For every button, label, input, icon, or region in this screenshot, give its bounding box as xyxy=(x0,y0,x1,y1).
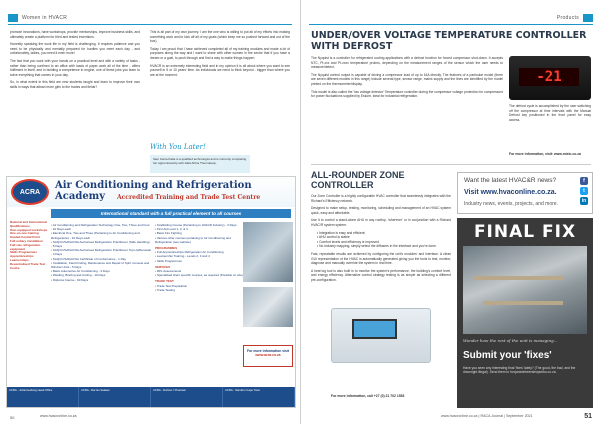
feature-item: Full unitary installation xyxy=(10,238,43,243)
course-item: • Basic Automotive Air Conditioning - 3 Days xyxy=(51,269,110,274)
feature-item: Decentralised Trade Test Centre xyxy=(10,261,46,270)
footer-url: www.hvacronline.co.za | RACA Journal | September 2021 xyxy=(441,414,533,418)
course-item: • Air Conditioning and Refrigeration Technology One, Two, Three and Four - 10 Days each xyxy=(51,223,150,232)
section-header xyxy=(8,12,292,24)
page-number: 51 xyxy=(584,413,592,420)
feature-item: National and International Qualifications xyxy=(10,220,47,228)
info-contact: For more information, call +27 (0) 21 702 1553 xyxy=(331,394,405,398)
course-item: • Various other courses pertaining to Air Conditioning and Refrigeration (see website) xyxy=(155,235,231,244)
list-item: • Comfort levels and efficiency is improved xyxy=(317,240,451,245)
paragraph: The Nyquist control output is capable of driving a compressor load of up to 16A directly. The features of a particular model (there are seven different models in this range) include several type, sensor range, mains supply and the lines are identified by the model printed on the thermometer/display. xyxy=(311,72,503,86)
right-page xyxy=(300,0,600,424)
programme-item: • Learnership Training - Levels 2, 3 and 4 xyxy=(155,254,210,259)
advert-tagline: Industry news, events, projects, and more. xyxy=(464,201,558,207)
course-item: • Basic Fire Fighting xyxy=(155,231,182,236)
course-item: • Diploma Course - 60 Days xyxy=(51,277,89,282)
hvacr-news-advert[interactable] xyxy=(457,172,593,214)
info-text: For more information visit xyxy=(246,349,289,353)
advert-offices xyxy=(7,387,295,407)
course-item: • SAQCC/SAFAC/SA Authorised Refrigeration Practitioner (Safe Handling) - 5 Days xyxy=(51,239,150,249)
training-photo xyxy=(243,222,293,282)
advert-heading: Want the latest HVAC&R news? xyxy=(464,177,557,184)
pipe-shape xyxy=(483,301,563,305)
programme-item: • Full Apprenticeships Refrigeration Air Conditioning xyxy=(155,250,224,255)
article-title: ALL-ROUNDER ZONE CONTROLLER xyxy=(311,170,405,190)
course-item: • SAQCC/SAFAC/SA Certificate of Conformance - 1 Day xyxy=(51,256,126,261)
final-fix-photo xyxy=(463,246,587,334)
trade-item: • Trade Test Preparation xyxy=(155,283,188,288)
lcd-readout: -21 xyxy=(519,68,579,86)
advert-title: Air Conditioning and Refrigeration Academy xyxy=(55,180,252,202)
article-sidebar xyxy=(509,104,591,125)
footer-url: www.hvacronline.co.za xyxy=(40,414,77,418)
section-rule xyxy=(309,24,593,25)
paragraph: A heat log tool is also built in to monitor the system's performance, the building's comfort level, and energy efficiency. Alternative control strategy testing is as simple as selecting a different pre-configuration. xyxy=(311,268,451,282)
trade-item: • Trade Testing xyxy=(155,287,175,292)
sign-off: With You Later! xyxy=(150,143,206,151)
office-entry: ACRA - Johannesburg Head Office xyxy=(7,387,79,407)
advert-features xyxy=(10,221,48,270)
feature-item: Apprenticeships xyxy=(10,254,34,259)
pipe-shape xyxy=(473,276,563,280)
feature-list xyxy=(317,231,451,249)
article-column-2 xyxy=(150,30,290,140)
final-fix-title: FINAL FIX xyxy=(473,222,577,242)
section-header xyxy=(309,12,593,24)
feature-item: Guided Central Point xyxy=(10,235,40,240)
article-title: UNDER/OVER VOLTAGE TEMPERATURE CONTROLLER WITH DEFROST xyxy=(311,30,587,52)
paragraph: This model is also called the 'low voltage detector' Temperature controller during the compressor voltage protection for compressors for power fluctuations supplied by Eskom, ideal for industrial refrigeration. xyxy=(311,89,503,99)
paragraph: Today I am proud that I have achieved completed all of my training modules and made a lot of purposes along the way and I want to share with other women in the sector that if you have a dream or a goal, to push through and find a way to make things happen. xyxy=(150,46,290,60)
workshop-photo xyxy=(243,287,293,327)
photo-caption: Wonder how the rest of the unit is managing... xyxy=(463,338,558,343)
paragraph: Honestly speaking the work life in my field is challenging. It requires patience and you need to be physically and mentally prepared for hurdles you meet each day - and unfortunately, ladies, you need it even more! xyxy=(10,42,140,56)
section-tag xyxy=(583,14,593,22)
service-item: • Specialised client specific courses, as required (Possible on site) xyxy=(155,273,243,278)
services-heading: SERVICES xyxy=(155,264,171,269)
submit-text: Have you seen any interesting final 'fixes' lately? (The good, the bad, and the downright illegal). Send them to hvcjanedebeerslexpubbu.co.za. xyxy=(463,366,576,375)
feature-item: Full size refrigeration equipment xyxy=(10,242,41,251)
programme-item: • Skills Programmes xyxy=(155,258,182,263)
divider xyxy=(311,164,591,165)
course-item: • Electrical One, Two and Three (Pertaining to Air Conditioning and Refrigeration) - 10 Days each xyxy=(51,231,140,240)
acra-logo: ACRA xyxy=(11,179,49,205)
paragraph: Use it to control a stand-alone AHU in any rooftop, 'wherever' or in conjunction with a Richard HVAC/R system system. xyxy=(311,218,451,227)
final-fix-panel xyxy=(457,218,593,408)
course-item: • SAQCC/SAFAC/SA Authorised Refrigeration Practitioner Top-Up/Renewal - 3 Days xyxy=(51,248,151,257)
feature-item: Learnerships xyxy=(10,257,29,262)
advert-subtitle: Accredited Training and Trade Test Centre xyxy=(117,194,261,201)
list-item: • AHU control is stable xyxy=(317,235,451,240)
advert-info-box[interactable] xyxy=(243,345,293,367)
paragraph: This is all part of my own journey. I am the one who is willing to put all of my efforts into making something work and to kick off all of my goals (which keep me so pushed forward and out of the box). xyxy=(150,30,290,44)
article-body xyxy=(311,194,451,286)
paragraph: Our Zone Controller is a highly configurable HVAC controller that seamlessly integrates with the Richard's Efficiency network. xyxy=(311,194,451,203)
paragraph: The defrost cycle is accomplished by the user switching off the compressor at time intervals with the Manual Defrost key positioned in the front panel for easy access. xyxy=(509,104,591,122)
paragraph: So, in what extent in this field are new students taught and learn to improve their own skills in ways that attract more girls to the trades and fields? xyxy=(10,80,140,89)
paragraph: HVACR is an extremely interesting field and in my opinion it is all about where you want to see yourself in 5 or 10 years' time. As individuals we need to think beyond - bigger than where you are at the moment. xyxy=(150,63,290,77)
page-number: 50 xyxy=(10,415,15,420)
facebook-icon[interactable]: f xyxy=(580,177,588,185)
paragraph: The fact that you work with your hands on a practical level and with a variety of tasks - rather than being confined to an office with loads of paper work all of the time - offers fulfilment in itself, and in building a competence in engine, one of these jobs you learn to solve everything that comes in your day. xyxy=(10,58,140,77)
feature-item: One-on-one training xyxy=(10,231,39,236)
controller-image xyxy=(509,56,591,100)
section-tag xyxy=(8,14,18,22)
advert-banner: International standard with a full practical element to all courses xyxy=(51,209,291,218)
section-rule xyxy=(8,24,292,25)
author-bio: Sam Kelva Kaba is a qualified technologist and is currently completing her apprenticeship with GEA Africa Thermaloop. xyxy=(150,155,250,173)
course-item: • Welding, Brazing and Cutting - 10 Days xyxy=(51,273,106,278)
office-entry: ACRA - Sandton Cape Town xyxy=(223,387,295,407)
list-item: • No industry mapping, simply select the diffusers in the interface and you're done. xyxy=(317,244,451,249)
twitter-icon[interactable]: t xyxy=(580,187,588,195)
submit-heading: Submit your 'fixes' xyxy=(463,350,552,361)
course-item: • First Aid Level 1, 2, & 3 xyxy=(155,227,188,232)
acra-advert[interactable] xyxy=(6,176,296,408)
programmes-heading: PROGRAMMES xyxy=(155,246,178,251)
paragraph: The Nyquist is a controller for refrigerated cooling applications with a defrost function for forced compressor shut-down. It accepts NTC, Pt-xxx and Pt-xxxx temperature probes, depending on the measurement ranges of the sensor which the user needs to measure/detect. xyxy=(311,56,503,70)
advert-url-link[interactable]: www.acra.co.za xyxy=(255,353,281,357)
controller-screen xyxy=(352,319,397,339)
office-entry: ACRA - Durban / Pinetown xyxy=(151,387,223,407)
trade-test-heading: TRADE TEST xyxy=(155,279,174,284)
service-item: • RPL Assessments xyxy=(155,269,182,274)
course-item: • Installation, Fault Finding, Maintenance and Repair of Split, Console and Window Units - 5 Days xyxy=(51,260,150,270)
list-item: • Integration is easy and efficient; xyxy=(317,231,451,236)
article-column-1 xyxy=(10,30,140,170)
feature-item: Skills Programmes xyxy=(10,250,38,255)
section-title: Products xyxy=(556,15,579,21)
course-item: • Scaffolding Course (Pertaining to HVACR Industry) - 3 Days xyxy=(155,223,237,227)
course-list-2 xyxy=(155,223,243,292)
feature-item: Own equipped workshops xyxy=(10,227,48,232)
paragraph: Designed to make setup, testing, monitoring, scheduling and management of an HVAC system quick, easy and affordable. xyxy=(311,206,451,215)
paragraph: promote innovations, have workshops, provide mentorships, improve business skills, and ultimately create a platform for tried and tested inventions. xyxy=(10,30,140,39)
paragraph: Fast, repeatable results are achieved by configuring the unit's modules' and interface. A clean GUI representation of the HVAC is automatically generated giving you the tools to test, monitor, diagnose and manually override the system in real time. xyxy=(311,251,451,266)
info-contact: For more information, visit: www.mieic.co.za xyxy=(509,152,581,156)
article-body xyxy=(311,56,503,102)
section-title: Women in HVACR xyxy=(22,15,68,21)
office-entry: ACRA - Dar Es Salaam xyxy=(79,387,151,407)
linkedin-icon[interactable]: in xyxy=(581,198,587,204)
course-list-1 xyxy=(51,223,151,282)
website-link[interactable]: Visit www.hvaconline.co.za. xyxy=(464,189,557,196)
zone-controller-image xyxy=(331,308,431,363)
